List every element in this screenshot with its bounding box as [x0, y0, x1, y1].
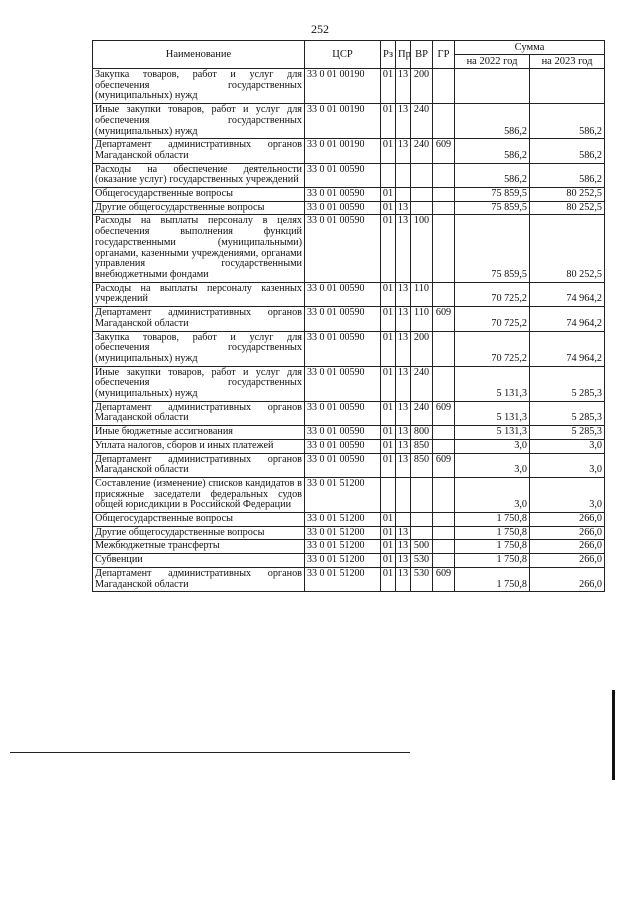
row-gr: 609 — [433, 139, 455, 163]
row-sum-2022: 586,2 — [455, 163, 530, 187]
row-vr: 530 — [411, 554, 433, 568]
row-sum-2022: 5 131,3 — [455, 426, 530, 440]
row-gr — [433, 513, 455, 527]
row-gr — [433, 201, 455, 215]
row-vr: 240 — [411, 401, 433, 425]
table-row — [93, 366, 605, 401]
row-name: Межбюджетные трансферты — [93, 540, 305, 554]
row-vr: 500 — [411, 540, 433, 554]
row-csr: 33 0 01 00590 — [305, 401, 381, 425]
row-vr: 110 — [411, 282, 433, 306]
header-pr: Пр — [396, 41, 411, 69]
row-csr: 33 0 01 00190 — [305, 69, 381, 104]
table-row — [93, 453, 605, 477]
row-gr: 609 — [433, 453, 455, 477]
table-row — [93, 163, 605, 187]
row-sum-2023: 266,0 — [530, 567, 605, 591]
row-gr — [433, 426, 455, 440]
row-sum-2022: 70 725,2 — [455, 331, 530, 366]
table-row — [93, 513, 605, 527]
row-rz: 01 — [381, 554, 396, 568]
row-name: Иные бюджетные ассигнования — [93, 426, 305, 440]
row-sum-2023: 80 252,5 — [530, 215, 605, 282]
row-gr — [433, 554, 455, 568]
table-row — [93, 307, 605, 331]
header-csr: ЦСР — [305, 41, 381, 69]
row-gr: 609 — [433, 307, 455, 331]
row-sum-2023: 74 964,2 — [530, 282, 605, 306]
row-rz: 01 — [381, 401, 396, 425]
footer-rule — [10, 752, 410, 753]
row-rz: 01 — [381, 513, 396, 527]
header-rz: Рз — [381, 41, 396, 69]
row-sum-2022: 70 725,2 — [455, 282, 530, 306]
row-rz: 01 — [381, 69, 396, 104]
row-csr: 33 0 01 00590 — [305, 215, 381, 282]
row-csr: 33 0 01 00590 — [305, 366, 381, 401]
row-gr: 609 — [433, 401, 455, 425]
row-sum-2023: 266,0 — [530, 540, 605, 554]
row-pr: 13 — [396, 139, 411, 163]
row-vr — [411, 477, 433, 512]
row-vr: 240 — [411, 104, 433, 139]
row-rz — [381, 477, 396, 512]
row-rz — [381, 163, 396, 187]
row-rz: 01 — [381, 540, 396, 554]
row-name: Закупка товаров, работ и услуг для обеспечения государственных (муниципальных) нужд — [93, 69, 305, 104]
row-sum-2023: 266,0 — [530, 513, 605, 527]
row-vr: 530 — [411, 567, 433, 591]
row-name: Департамент административных органов Магаданской области — [93, 453, 305, 477]
row-pr: 13 — [396, 453, 411, 477]
row-gr — [433, 366, 455, 401]
row-rz: 01 — [381, 453, 396, 477]
row-sum-2022: 586,2 — [455, 104, 530, 139]
header-sum: Сумма — [455, 41, 605, 55]
table-row — [93, 554, 605, 568]
row-sum-2023: 80 252,5 — [530, 188, 605, 202]
table-body — [93, 69, 605, 592]
row-vr: 850 — [411, 439, 433, 453]
row-name: Другие общегосударственные вопросы — [93, 526, 305, 540]
row-rz: 01 — [381, 426, 396, 440]
row-pr: 13 — [396, 439, 411, 453]
row-sum-2022: 5 131,3 — [455, 401, 530, 425]
row-name: Расходы на выплаты персоналу казенных учреждений — [93, 282, 305, 306]
row-csr: 33 0 01 51200 — [305, 567, 381, 591]
row-rz: 01 — [381, 104, 396, 139]
row-sum-2022: 1 750,8 — [455, 554, 530, 568]
row-sum-2022: 3,0 — [455, 477, 530, 512]
table-row — [93, 426, 605, 440]
row-name: Расходы на обеспечение деятельности (оказание услуг) государственных учреждений — [93, 163, 305, 187]
row-rz: 01 — [381, 188, 396, 202]
row-pr: 13 — [396, 401, 411, 425]
row-name: Субвенции — [93, 554, 305, 568]
table-row — [93, 104, 605, 139]
row-sum-2023: 586,2 — [530, 139, 605, 163]
row-pr: 13 — [396, 282, 411, 306]
table-row — [93, 139, 605, 163]
row-sum-2022: 75 859,5 — [455, 188, 530, 202]
row-rz: 01 — [381, 366, 396, 401]
row-gr — [433, 477, 455, 512]
row-pr: 13 — [396, 426, 411, 440]
row-pr: 13 — [396, 331, 411, 366]
row-sum-2022: 1 750,8 — [455, 526, 530, 540]
row-pr: 13 — [396, 554, 411, 568]
table-row — [93, 215, 605, 282]
table-row — [93, 567, 605, 591]
row-csr: 33 0 01 00590 — [305, 163, 381, 187]
row-name: Уплата налогов, сборов и иных платежей — [93, 439, 305, 453]
row-sum-2023: 3,0 — [530, 439, 605, 453]
row-rz: 01 — [381, 439, 396, 453]
row-gr — [433, 331, 455, 366]
row-name: Расходы на выплаты персоналу в целях обеспечения выполнения функций государственными (муниципальными) органами, казенными учреждениями, органами управления государственными внебюджетными фондами — [93, 215, 305, 282]
header-gr: ГР — [433, 41, 455, 69]
row-sum-2022: 1 750,8 — [455, 513, 530, 527]
row-vr — [411, 201, 433, 215]
row-gr — [433, 540, 455, 554]
row-name: Составление (изменение) списков кандидатов в присяжные заседатели федеральных судов общей юрисдикции в Российской Федерации — [93, 477, 305, 512]
table-row — [93, 69, 605, 104]
table-row — [93, 282, 605, 306]
row-sum-2023: 266,0 — [530, 526, 605, 540]
row-csr: 33 0 01 00590 — [305, 282, 381, 306]
row-csr: 33 0 01 51200 — [305, 526, 381, 540]
row-rz: 01 — [381, 201, 396, 215]
row-vr: 110 — [411, 307, 433, 331]
row-csr: 33 0 01 51200 — [305, 540, 381, 554]
row-gr — [433, 526, 455, 540]
row-sum-2023: 74 964,2 — [530, 331, 605, 366]
row-vr — [411, 526, 433, 540]
row-sum-2023: 74 964,2 — [530, 307, 605, 331]
row-csr: 33 0 01 00590 — [305, 453, 381, 477]
row-vr — [411, 188, 433, 202]
row-name: Другие общегосударственные вопросы — [93, 201, 305, 215]
row-vr — [411, 163, 433, 187]
row-csr: 33 0 01 51200 — [305, 477, 381, 512]
row-csr: 33 0 01 51200 — [305, 513, 381, 527]
row-pr: 13 — [396, 540, 411, 554]
budget-table — [92, 40, 605, 592]
row-sum-2022: 1 750,8 — [455, 567, 530, 591]
row-name: Иные закупки товаров, работ и услуг для обеспечения государственных (муниципальных) нужд — [93, 104, 305, 139]
row-pr: 13 — [396, 366, 411, 401]
row-sum-2022: 75 859,5 — [455, 215, 530, 282]
row-csr: 33 0 01 00590 — [305, 439, 381, 453]
row-vr: 800 — [411, 426, 433, 440]
row-sum-2023: 5 285,3 — [530, 426, 605, 440]
row-sum-2022: 75 859,5 — [455, 201, 530, 215]
row-rz: 01 — [381, 307, 396, 331]
row-gr — [433, 188, 455, 202]
header-vr: ВР — [411, 41, 433, 69]
row-pr — [396, 477, 411, 512]
row-pr: 13 — [396, 526, 411, 540]
row-name: Департамент административных органов Магаданской области — [93, 567, 305, 591]
row-pr: 13 — [396, 201, 411, 215]
row-name: Департамент административных органов Магаданской области — [93, 307, 305, 331]
row-rz: 01 — [381, 526, 396, 540]
row-csr: 33 0 01 00590 — [305, 307, 381, 331]
header-name: Наименование — [93, 41, 305, 69]
row-vr: 240 — [411, 366, 433, 401]
row-gr: 609 — [433, 567, 455, 591]
row-rz: 01 — [381, 331, 396, 366]
row-sum-2023: 5 285,3 — [530, 401, 605, 425]
row-pr — [396, 188, 411, 202]
row-csr: 33 0 01 00590 — [305, 331, 381, 366]
table-row — [93, 201, 605, 215]
row-sum-2022: 5 131,3 — [455, 366, 530, 401]
table-row — [93, 540, 605, 554]
row-vr: 100 — [411, 215, 433, 282]
row-sum-2022 — [455, 69, 530, 104]
table-row — [93, 401, 605, 425]
table-row — [93, 331, 605, 366]
row-csr: 33 0 01 00590 — [305, 188, 381, 202]
row-pr: 13 — [396, 69, 411, 104]
row-pr: 13 — [396, 104, 411, 139]
row-sum-2023: 3,0 — [530, 453, 605, 477]
table-row — [93, 439, 605, 453]
row-rz: 01 — [381, 139, 396, 163]
row-csr: 33 0 01 00190 — [305, 139, 381, 163]
row-name: Закупка товаров, работ и услуг для обеспечения государственных (муниципальных) нужд — [93, 331, 305, 366]
header-row — [93, 41, 605, 55]
row-gr — [433, 104, 455, 139]
table-row — [93, 188, 605, 202]
row-pr — [396, 163, 411, 187]
row-name: Департамент административных органов Магаданской области — [93, 401, 305, 425]
row-csr: 33 0 01 51200 — [305, 554, 381, 568]
row-vr: 240 — [411, 139, 433, 163]
row-name: Общегосударственные вопросы — [93, 188, 305, 202]
header-2023: на 2023 год — [530, 55, 605, 69]
table-row — [93, 526, 605, 540]
row-sum-2023: 586,2 — [530, 104, 605, 139]
row-gr — [433, 215, 455, 282]
row-pr — [396, 513, 411, 527]
row-name: Общегосударственные вопросы — [93, 513, 305, 527]
row-csr: 33 0 01 00190 — [305, 104, 381, 139]
row-sum-2023: 266,0 — [530, 554, 605, 568]
header-2022: на 2022 год — [455, 55, 530, 69]
row-name: Иные закупки товаров, работ и услуг для обеспечения государственных (муниципальных) нужд — [93, 366, 305, 401]
row-pr: 13 — [396, 215, 411, 282]
row-rz: 01 — [381, 215, 396, 282]
row-sum-2023: 3,0 — [530, 477, 605, 512]
row-pr: 13 — [396, 567, 411, 591]
row-csr: 33 0 01 00590 — [305, 201, 381, 215]
row-gr — [433, 163, 455, 187]
row-sum-2023: 5 285,3 — [530, 366, 605, 401]
page-number: 252 — [311, 22, 329, 36]
row-vr: 850 — [411, 453, 433, 477]
row-pr: 13 — [396, 307, 411, 331]
row-gr — [433, 439, 455, 453]
row-sum-2023 — [530, 69, 605, 104]
row-rz: 01 — [381, 282, 396, 306]
row-rz: 01 — [381, 567, 396, 591]
row-sum-2022: 70 725,2 — [455, 307, 530, 331]
row-vr — [411, 513, 433, 527]
row-name: Департамент административных органов Магаданской области — [93, 139, 305, 163]
table-row — [93, 477, 605, 512]
row-sum-2022: 3,0 — [455, 453, 530, 477]
row-gr — [433, 69, 455, 104]
row-vr: 200 — [411, 331, 433, 366]
scan-edge-mark — [612, 690, 615, 780]
row-sum-2023: 586,2 — [530, 163, 605, 187]
row-gr — [433, 282, 455, 306]
row-csr: 33 0 01 00590 — [305, 426, 381, 440]
row-sum-2022: 1 750,8 — [455, 540, 530, 554]
row-sum-2023: 80 252,5 — [530, 201, 605, 215]
row-sum-2022: 586,2 — [455, 139, 530, 163]
row-vr: 200 — [411, 69, 433, 104]
row-sum-2022: 3,0 — [455, 439, 530, 453]
